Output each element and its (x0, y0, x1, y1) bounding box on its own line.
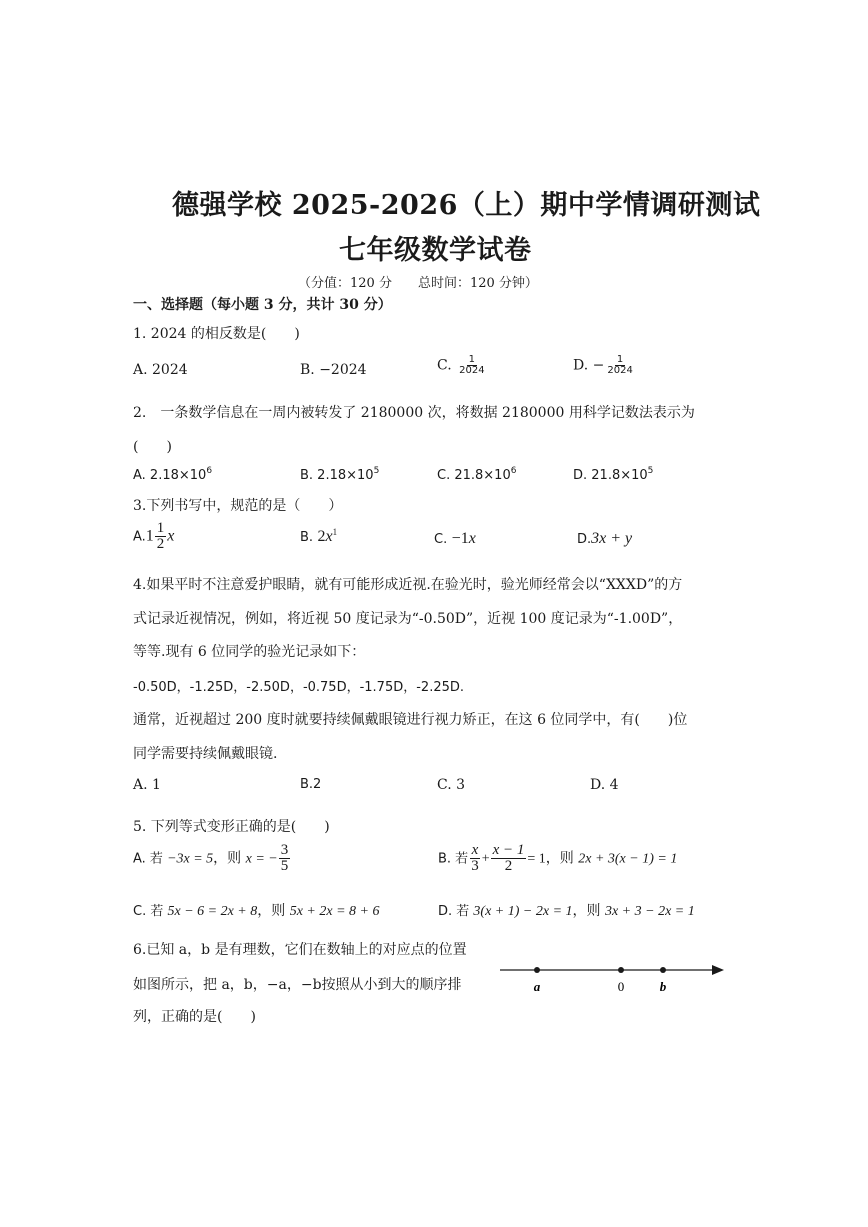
q2-stem: 2. 一条数学信息在一周内被转发了 2180000 次，将数据 2180000 用科学记数法表示为 (133, 405, 695, 421)
number-line-point-a (534, 967, 540, 973)
q4-option-b: B.2 (300, 777, 322, 792)
q3-option-d: D.3x + y (577, 530, 633, 547)
q4-line-2: 式记录近视情况，例如，将近视 50 度记录为“-0.50D”，近视 100 度记录为“-1.00D”， (133, 611, 683, 627)
q1-option-d: D. − $\frac{1}{2024}$ (573, 354, 633, 376)
number-line-label-b: b (659, 979, 667, 994)
section-heading: 一、选择题（每小题 3 分，共计 30 分） (133, 297, 392, 313)
q5-stem: 5. 下列等式变形正确的是( ) (133, 819, 330, 835)
q2-option-c: C. $21.8\times 10^6$ (437, 466, 517, 483)
q4-line-6: 同学需要持续佩戴眼镜. (133, 746, 278, 762)
number-line-point-0 (618, 967, 624, 973)
q6-line-1: 6.已知 a，b 是有理数，它们在数轴上的对应点的位置 (133, 942, 467, 958)
q6-line-3: 列，正确的是( ) (133, 1009, 256, 1025)
number-line-point-b (660, 967, 666, 973)
q3-option-a: A.1 $\frac{1}{2}$ x (133, 520, 175, 552)
exam-subtitle: 七年级数学试卷 (339, 235, 532, 266)
q5-option-b: B. 若 $\frac{x}{3}$ + $\frac{x - 1}{2}$ = 1，则 2x + 3(x − 1) = 1 (438, 842, 678, 874)
number-line-arrow (712, 965, 724, 975)
q2-option-d: D. $21.8\times 10^5$ (573, 466, 654, 483)
q4-line-1: 4.如果平时不注意爱护眼睛，就有可能形成近视.在验光时，验光师经常会以“XXXD”的方 (133, 577, 683, 593)
q1-stem: 1. 2024 的相反数是( ) (133, 326, 300, 342)
q2-option-b: B. $2.18\times 10^5$ (300, 466, 380, 483)
number-line-label-0: 0 (617, 979, 625, 994)
q5-option-c: C. 若 5x − 6 = 2x + 8，则 5x + 2x = 8 + 6 (133, 903, 380, 919)
q3-option-b: B. $2x^1$ (300, 527, 338, 545)
q3-option-c: C. −1x (434, 530, 476, 547)
q4-option-a: A. 1 (133, 777, 161, 793)
q1-option-a: A. 2024 (133, 362, 188, 378)
q2-paren: ( ) (133, 439, 172, 455)
exam-title: 德强学校 2025-2026（上）期中学情调研测试 (172, 190, 761, 221)
q4-line-5: 通常，近视超过 200 度时就要持续佩戴眼镜进行视力矫正，在这 6 位同学中，有( )位 (133, 712, 688, 728)
q4-option-c: C. 3 (437, 777, 466, 793)
q4-line-4: -0.50D，-1.25D，-2.50D，-0.75D，-1.75D，-2.25D. (133, 680, 465, 695)
q4-line-3: 等等.现有 6 位同学的验光记录如下： (133, 644, 366, 660)
number-line-figure (500, 958, 730, 998)
number-line-label-a: a (533, 979, 541, 994)
q2-option-a: A. $2.18\times 10^6$ (133, 466, 213, 483)
q1-option-c: C. $\frac{1}{2024}$ (437, 354, 485, 376)
q5-option-d: D. 若 3(x + 1) − 2x = 1，则 3x + 3 − 2x = 1 (438, 903, 695, 919)
q1-option-b: B. −2024 (300, 362, 367, 378)
q3-stem: 3.下列书写中，规范的是（ ） (133, 498, 343, 514)
q6-line-2: 如图所示，把 a，b，−a，−b按照从小到大的顺序排 (133, 977, 462, 993)
q4-option-d: D. 4 (590, 777, 619, 793)
score-info: （分值：120 分 总时间：120 分钟） (298, 276, 538, 291)
q5-option-a: A. 若 −3x = 5，则 x = − $\frac{3}{5}$ (133, 842, 289, 874)
